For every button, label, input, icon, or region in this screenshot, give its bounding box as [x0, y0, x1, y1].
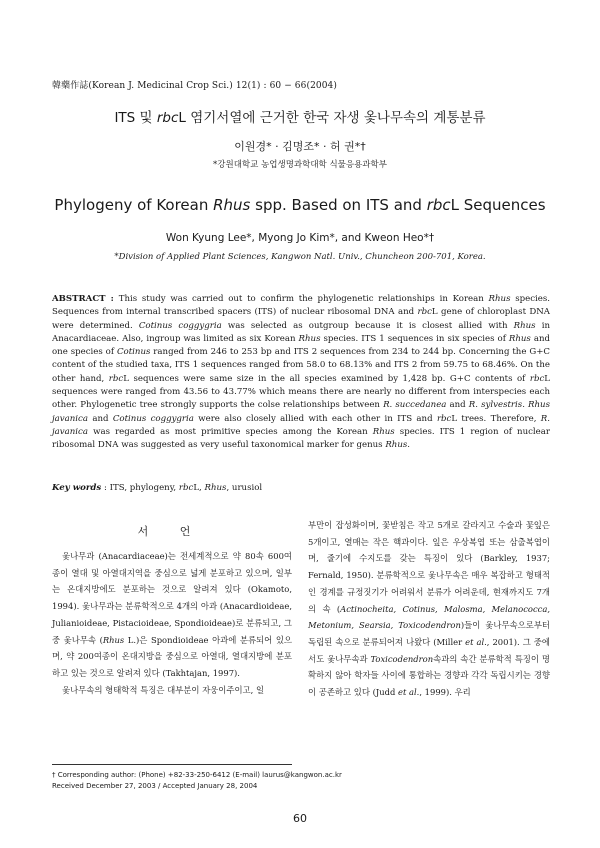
english-affiliation: *Division of Applied Plant Sciences, Kangwon Natl. Univ., Chuncheon 200-701, Korea. [114, 252, 486, 262]
english-title: Phylogeny of Korean Rhus spp. Based on ITS and rbcL Sequences [54, 196, 546, 214]
paragraph: 부만이 잡성화이며, 꽃받침은 작고 5개로 갈라지고 수술과 꽃잎은 5개이고, 열매는 작은 핵과이다. 잎은 우상복엽 또는 삼출복엽이며, 줄기에 수지도를 갖는 특징이 있다 (Barkley, 1937; Fernald, 1950). 분류학적으로 옻나무속은 매우 복잡하고 형태적인 경계를 규정짓기가 어려워서 분류가 어려운데, 현재까지도 7개의 속 (Actinocheita, Cotinus, Malosma, Melanococca, Metonium, Searsia, Toxicodendron)들이 옻나무속으로부터 독립된 속으로 분류되어져 나왔다 (Miller et al., 2001). 그 중에서도 옻나무속과 Toxicodendron속과의 속간 분류학적 특징이 명확하지 않아 학자들 사이에 통합하는 경향과 각각 독립시키는 경향이 공존하고 있다 (Judd et al., 1999). 우리 [308, 520, 550, 698]
korean-title: ITS 및 rbcL 염기서열에 근거한 한국 자생 옻나무속의 계통분류 [114, 110, 486, 126]
right-column-text [308, 517, 550, 701]
abstract-label: ABSTRACT : [52, 294, 119, 304]
section-heading-introduction: 서 언 [137, 525, 205, 538]
korean-affiliation: *강원대학교 농업생명과학대학 식물응용과학부 [213, 160, 387, 170]
keywords: Key words : ITS, phylogeny, rbcL, Rhus, urusiol [52, 483, 263, 493]
left-column-text [52, 548, 292, 698]
keywords-label: Key words [52, 483, 102, 493]
english-authors: Won Kyung Lee*, Myong Jo Kim*, and Kweon Heo*† [165, 232, 435, 244]
abstract: ABSTRACT : This study was carried out to confirm the phylogenetic relationships in Korean Rhus species. Sequences from internal transcribed spacers (ITS) of nuclear ribosomal DNA and rbcL gene of chloroplast DNA were determined. Cotinus coggygria was selected as outgroup because it is closest allied with Rhus in Anacardiaceae. Also, ingroup was limited as six Korean Rhus species. ITS 1 sequences in six species of Rhus and one species of Cotinus ranged from 246 to 253 bp and ITS 2 sequences from 234 to 244 bp. Concerning the G+C content of the studied taxa, ITS 1 sequences ranged from 58.0 to 68.13% and ITS 2 from 59.75 to 68.46%. On the other hand, rbcL sequences were same size in the all species examined by 1,428 bp. G+C contents of rbcL sequences were ranged from 43.56 to 43.77% which means there are nearly no different from interspecies each other. Phylogenetic tree strongly supports the colse relationships between R. succedanea and R. sylvestris. Rhus javanica and Cotinus coggygria were also closely allied with each other in ITS and rbcL trees. Therefore, R. javanica was regarded as most primitive species among the Korean Rhus species. ITS 1 region of nuclear ribosomal DNA was suggested as very useful taxonomical marker for genus Rhus. [52, 294, 551, 451]
paragraph: 옻나무속의 형태학적 특징은 대부분이 자웅이주이고, 일 [62, 684, 265, 695]
footnote [52, 770, 550, 792]
journal-citation: 韓藥作誌(Korean J. Medicinal Crop Sci.) 12(1) : 60 − 66(2004) [52, 81, 337, 91]
korean-authors: 이원경* · 김명조* · 허 권*† [234, 140, 366, 153]
corresponding-author: † Corresponding author: (Phone) +82-33-250-6412 (E-mail) laurus@kangwon.ac.kr [52, 771, 342, 779]
received-accepted-dates: Received December 27, 2003 / Accepted January 28, 2004 [52, 782, 258, 790]
footnote-divider [52, 764, 292, 765]
paragraph: 옻나무과 (Anacardiaceae)는 전세계적으로 약 80속 600여종이 열대 및 아열대지역을 중심으로 넓게 분포하고 있으며, 일부는 온대지방에도 분포하는 것으로 알려져 있다 (Okamoto, 1994). 옻나무과는 분류학적으로 4개의 아과 (Anacardioideae, Julianioideae, Pistacioideae, Spondioideae)로 분류되고, 그 중 옻나무속 (Rhus L.)은 Spondioideae 아과에 분류되어 있으며, 약 200여종이 온대지방을 중심으로 아열대, 열대지방에 분포하고 있는 것으로 알려져 있다 (Takhtajan, 1997). [52, 551, 293, 678]
page-number: 60 [293, 812, 307, 825]
